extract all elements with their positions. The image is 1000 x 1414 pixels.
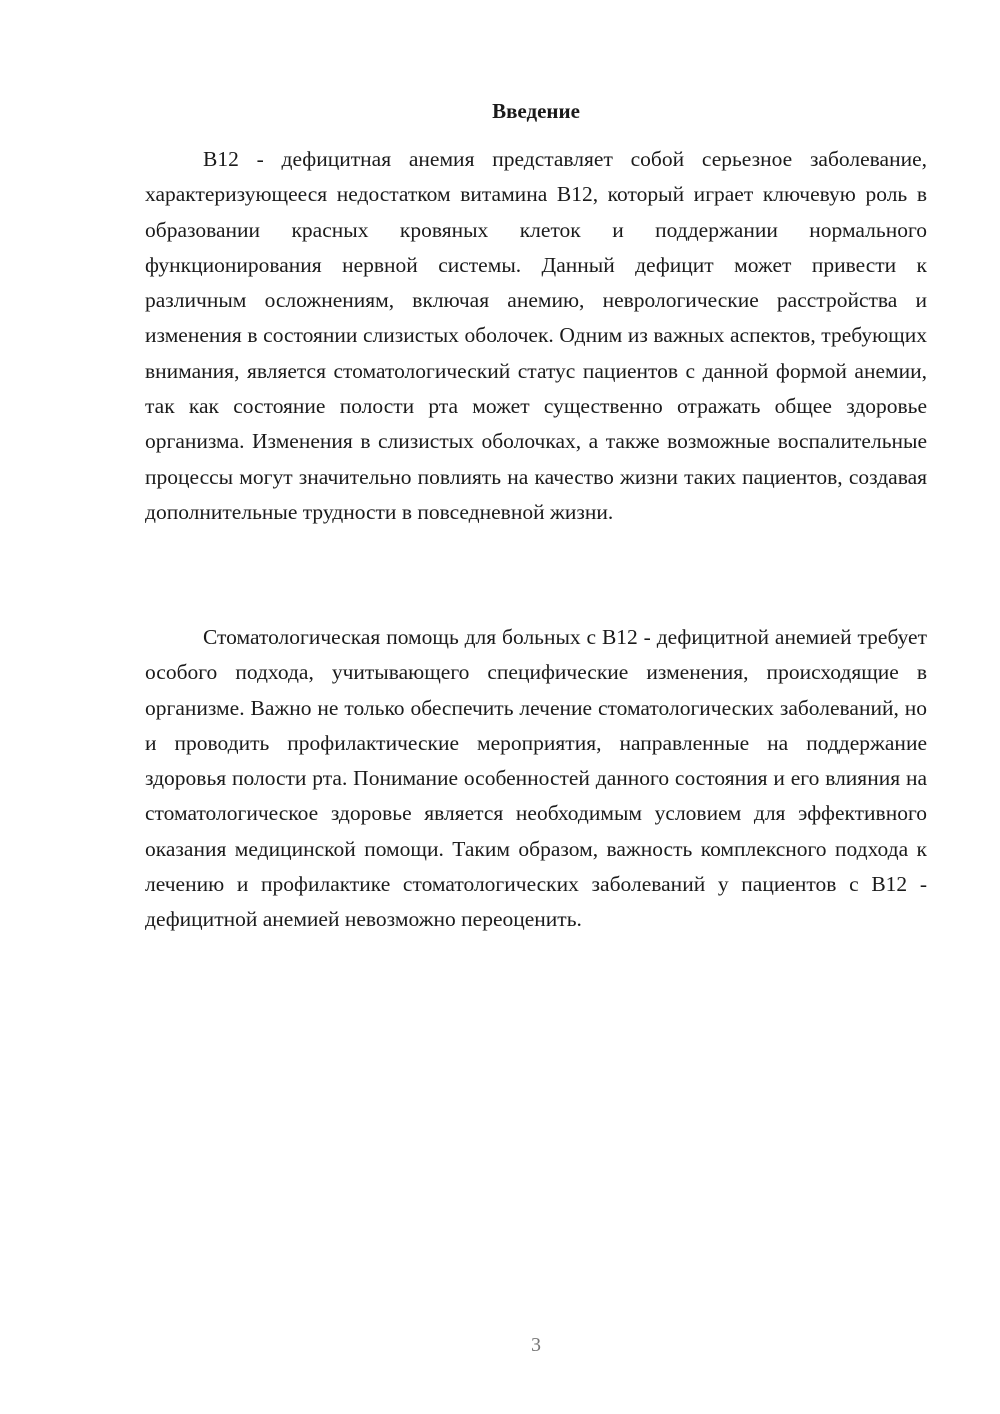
section-heading: Введение <box>492 99 580 123</box>
page-number: 3 <box>531 1334 541 1356</box>
paragraph-1: B12 - дефицитная анемия представляет собой серьезное заболевание, характеризующееся недостатком витамина B12, который играет ключевую роль в образовании красных кровяных клеток и поддержании нормального функционирования нервной системы. Данный дефицит может привести к различным осложнениям, включая анемию, неврологические расстройства и изменения в состоянии слизистых оболочек. Одним из важных аспектов, требующих внимания, является стоматологический статус пациентов с данной формой анемии, так как состояние полости рта может существенно отражать общее здоровье организма. Изменения в слизистых оболочках, а также возможные воспалительные процессы могут значительно повлиять на качество жизни таких пациентов, создавая дополнительные трудности в повседневной жизни. <box>145 147 927 524</box>
paragraph-2: Стоматологическая помощь для больных с B12 - дефицитной анемией требует особого подхода, учитывающего специфические изменения, происходящие в организме. Важно не только обеспечить лечение стоматологических заболеваний, но и проводить профилактические мероприятия, направленные на поддержание здоровья полости рта. Понимание особенностей данного состояния и его влияния на стоматологическое здоровье является необходимым условием для эффективного оказания медицинской помощи. Таким образом, важность комплексного подхода к лечению и профилактике стоматологических заболеваний у пациентов с B12 - дефицитной анемией невозможно переоценить. <box>145 625 927 932</box>
